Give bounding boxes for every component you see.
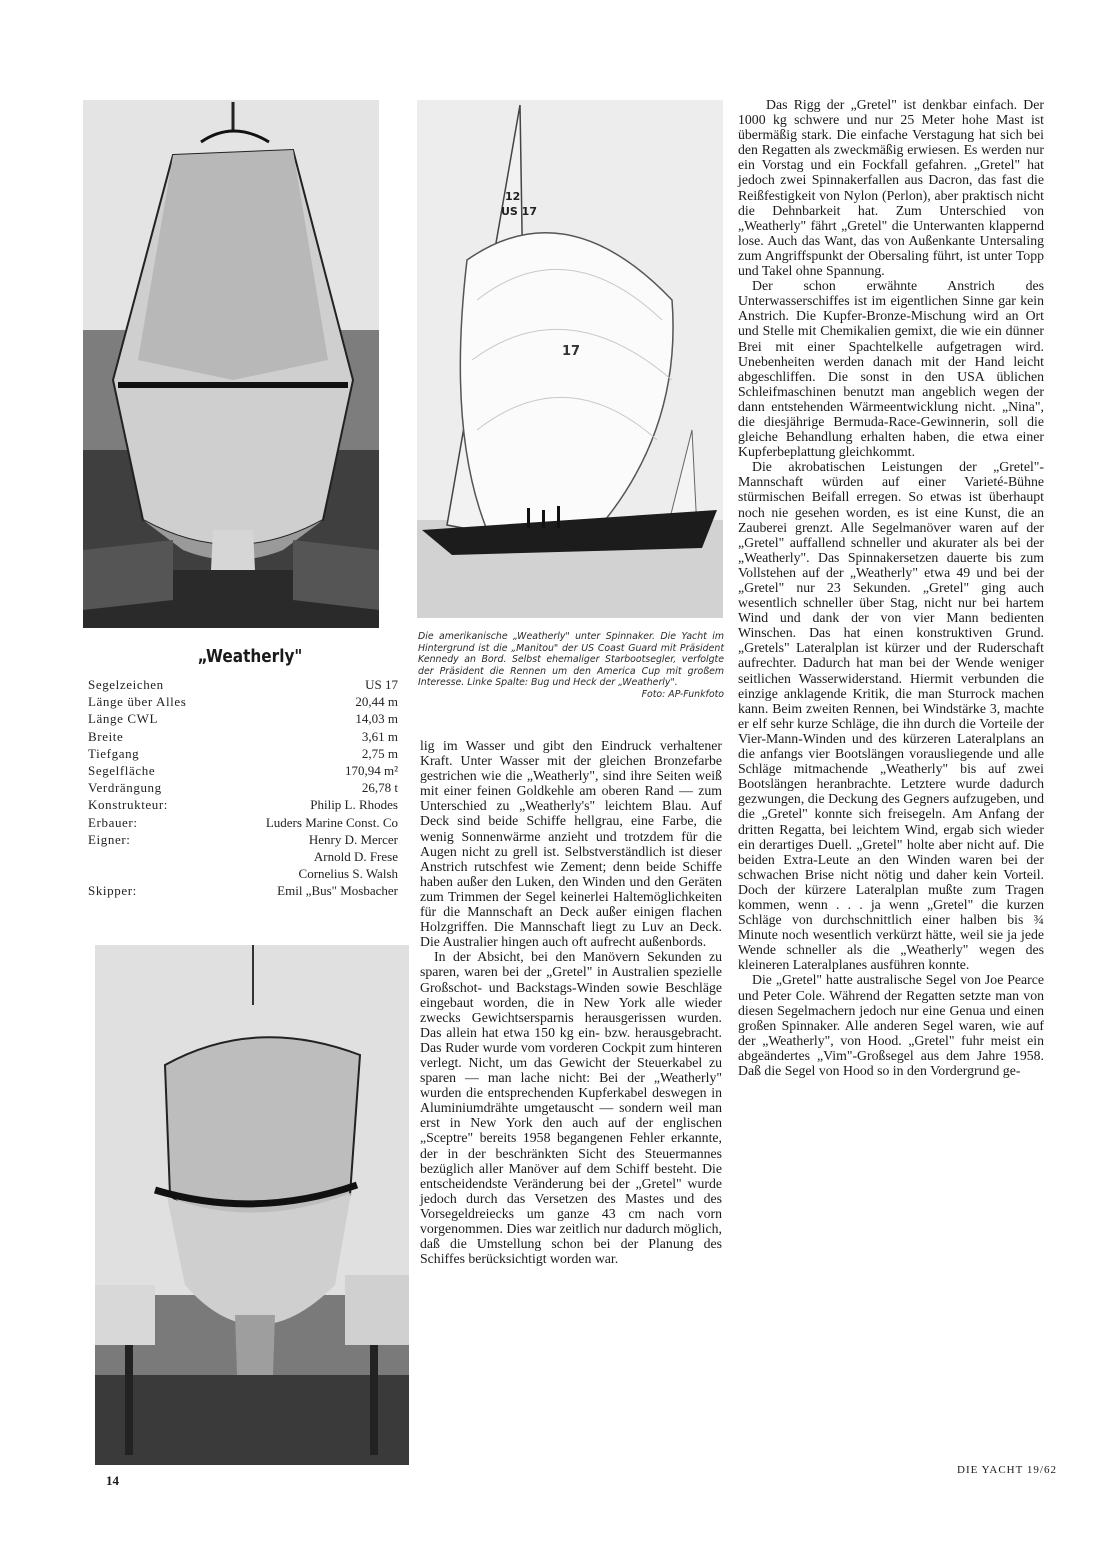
boat-name-heading: „Weatherly" — [197, 646, 303, 667]
spec-row — [88, 796, 398, 813]
spec-value: Philip L. Rhodes — [310, 797, 398, 813]
spec-value: Arnold D. Frese — [313, 849, 398, 865]
spec-value: Cornelius S. Walsh — [298, 866, 398, 882]
spec-value: Henry D. Mercer — [308, 831, 398, 847]
spec-row — [88, 814, 398, 831]
spec-row — [88, 762, 398, 779]
paragraph: Das Rigg der „Gretel" ist denkbar einfach. Der 1000 kg schwere und nur 25 Meter hohe Mast ist übermäßig stark. Die einfache Verstagung hat sich bei den Regatten als zweckmäßig erwiesen. Es werden nur ein Vorstag und ein Fockfall gefahren. „Gretel" hat jedoch zwei Spinnakerfallen aus Dacron, das fast die Reißfestigkeit von Nylon (Perlon), aber praktisch nicht die Dehnbarkeit hat. Zum Unterschied von „Weatherly" fährt „Gretel" die Unterwanten klappernd lose. Auch das Want, das von Außenkante Untersaling zum Angriffspunkt der Obersaling führt, ist unter Topp und Takel ohne Spannung. — [738, 97, 1044, 279]
spec-label: Konstrukteur: — [88, 797, 169, 813]
spec-label: Skipper: — [88, 883, 137, 899]
photo-weatherly-spinnaker — [417, 100, 723, 618]
spec-value: US 17 — [365, 677, 398, 692]
article-column-right — [738, 97, 1044, 1078]
spec-row — [88, 693, 398, 710]
sail-mark-12: 12 — [505, 190, 521, 203]
spec-value: Emil „Bus" Mosbacher — [277, 883, 398, 899]
paragraph: Die „Gretel" hatte australische Segel von Joe Pearce und Peter Cole. Während der Regatten setzte man von diesen Segelmachern jedoch nur eine Genua und einen großen Spinnaker. Alle anderen Segel waren, wie auf der „Weatherly", von Hood. „Gretel" fuhr meist ein abgeändertes „Vim"-Großsegel aus dem Jahre 1958. Daß die Segel von Hood so in den Vordergrund ge- — [738, 972, 1044, 1078]
spec-row — [88, 882, 398, 899]
spec-row — [88, 848, 398, 865]
spec-label: Segelzeichen — [88, 677, 164, 692]
spec-row — [88, 745, 398, 762]
spec-value: 26,78 t — [361, 780, 398, 796]
spinnaker-number: 17 — [562, 344, 581, 359]
spec-label: Tiefgang — [88, 745, 140, 761]
spec-row — [88, 710, 398, 727]
paragraph: Der schon erwähnte Anstrich des Unterwasserschiffes ist im eigentlichen Sinne gar kein Anstrich. Die Kupfer-Bronze-Mischung wird an Ort und Stelle mit Chemikalien gemixt, die wie ein dünner Brei mit einer Spachtelkelle aufgetragen wird. Unebenheiten werden danach mit der Hand leicht abgeschliffen. Die sonst in den USA üblichen Schleifmaschinen benutzt man angeblich wegen der dann entstehenden Wärmeentwicklung nicht. „Nina", die diesjährige Bermuda-Race-Gewinnerin, soll die gleiche Behandlung erhalten haben, die etwa einer Kupferbeplattung gleichkommt. — [738, 278, 1044, 460]
spec-label: Länge über Alles — [88, 694, 187, 710]
photo-credit: Foto: AP-Funkfoto — [641, 688, 724, 700]
spec-label: Verdrängung — [88, 780, 162, 796]
spec-row — [88, 831, 398, 848]
specs-table — [88, 676, 398, 900]
paragraph: lig im Wasser und gibt den Eindruck verhaltener Kraft. Unter Wasser mit der gleichen Bronzefarbe gestrichen wie die „Weatherly", sind ihre Seiten weiß mit einer feinen Goldkehle am oberen Rand — zum Unterschied zu „Weatherly's" leichtem Blau. Auf Deck sind beide Schiffe hellgrau, eine Farbe, die wenig Sonnenwärme anzieht und trotzdem für die Augen nicht zu grell ist. Selbstverständlich ist dieser Anstrich rutschfest wie Zement; denn beide Schiffe haben außer den Luken, den Winden und den Geräten zum Trimmen der Segel keinerlei Haltemöglichkeiten für die Mannschaft an Deck außer einigen flachen Holzgriffen. Die Mannschaft liegt zu Luv an Deck. Die Australier hingen auch oft aufrecht außenbords. — [420, 738, 722, 950]
caption-text: Die amerikanische „Weatherly" unter Spinnaker. Die Yacht im Hintergrund ist die „Manitou" der US Coast Guard mit Präsident Kennedy an Bord. Selbst ehemaliger Starbootsegler, verfolgte der Präsident die Rennen um den America Cup mit großem Interesse. Linke Spalte: Bug und Heck der „Weatherly". — [418, 631, 724, 689]
spec-value: 14,03 m — [355, 711, 398, 727]
spec-row — [88, 779, 398, 796]
spec-value: 20,44 m — [355, 694, 398, 710]
hull-bow-image — [95, 945, 409, 1465]
article-column-middle — [420, 738, 722, 1266]
spec-row — [88, 676, 398, 693]
spec-label: Erbauer: — [88, 814, 138, 830]
spec-label: Eigner: — [88, 831, 131, 847]
spec-value: 2,75 m — [361, 745, 398, 761]
photo-weatherly-bow — [95, 945, 409, 1465]
page-number: 14 — [106, 1473, 119, 1488]
photo-caption — [418, 631, 724, 701]
journal-footer: DIE YACHT 19/62 — [957, 1464, 1057, 1476]
spec-value: 3,61 m — [361, 728, 398, 744]
spec-label: Segelfläche — [88, 763, 156, 779]
hull-stern-image — [83, 100, 379, 628]
spec-label: Länge CWL — [88, 711, 159, 727]
spinnaker-image — [417, 100, 723, 618]
spec-value: Luders Marine Const. Co — [265, 814, 398, 830]
spec-value: 170,94 m² — [344, 763, 398, 779]
paragraph: Die akrobatischen Leistungen der „Gretel"-Mannschaft würden auf einer Varieté-Bühne stürmischen Beifall erregen. So etwas ist überhaupt noch nie gesehen worden, es ist eine Kunst, die an Zauberei grenzt. Alle Segelmanöver waren auf der „Gretel" auffallend schneller und akurater als bei der „Weatherly". Das Spinnakersetzen dauerte bis zum Vollstehen auf der „Weatherly" etwa 49 und bei der „Gretel" nur 23 Sekunden. „Gretel" ging auch wesentlich schneller über Stag, nicht nur bei hartem Wind und dank der von vier Mann bedienten Winschen. Das hat einen konstruktiven Grund. „Gretels" Lateralplan ist kürzer und der Ruderschaft aufrechter. Dadurch hat man bei der Wende weniger seitlichen Wasserwiderstand. Hiermit verbunden die einzige anklagende Kritik, die man Sturrock machen kann. Beim zweiten Rennen, bei Windstärke 3, machte er elf sehr kurze Schläge, die ihn durch die Vorteile der Vier-Mann-Winden und des kürzeren Lateralplans an die anfangs vier Bootslängen vorausliegende und alle Schläge mitmachende „Weatherly" bis auf zwei Bootslängen heranbrachte. Letztere wurde dadurch gezwungen, die Deckung des Gegners aufzugeben, und die „Gretel" konnte sich freisegeln. Am Anfang der dritten Regatta, bei leichtem Wind, ergab sich wieder ein derartiges Duell. „Gretel" holte aber nicht auf. Die beiden Extra-Leute an den Winden waren bei der schwachen Brise nicht nötig und daher kein Vorteil. Doch der kürzere Lateralplan mußte zum Tragen kommen, wenn . . . ja wenn „Gretel" die kurzen Schläge von durchschnittlich einer halben bis ¾ Minute noch wesentlich verkürzt hätte, weil sie ja jede Wende schneller als die „Weatherly" wegen des kleineren Lateralplanes ausführen konnte. — [738, 459, 1044, 973]
spec-label: Breite — [88, 728, 124, 744]
sail-mark-us17: US 17 — [501, 205, 537, 218]
spec-row — [88, 728, 398, 745]
photo-weatherly-stern — [83, 100, 379, 628]
spec-row — [88, 865, 398, 882]
paragraph: In der Absicht, bei den Manövern Sekunden zu sparen, waren bei der „Gretel" in Australien spezielle Großschot- und Backstags-Winden sowie Beschläge eingebaut worden, die in New York alle wieder zwecks Gewichtsersparnis herausgerissen wurden. Das allein hat etwa 150 kg ein- bzw. herausgebracht. Das Ruder wurde vom vorderen Cockpit zum hinteren verlegt. Nicht, um das Gewicht der Steuerkabel zu sparen — man lache nicht: Bei der „Weatherly" wurden die entsprechenden Kupferkabel deswegen in Aluminiumdrähte umgetauscht — sondern weil man erst in New York den auch auf der englischen „Sceptre" bereits 1958 begangenen Fehler erkannte, der in der beschränkten Sicht des Steuermannes bezüglich aller Manöver auf dem Schiff besteht. Die entscheidendste Veränderung bei der „Gretel" wurde jedoch durch das Versetzen des Mastes und des Vorsegeldreiecks um ganze 43 cm nach vorn vorgenommen. Dies war zeitlich nur dadurch möglich, daß die Umstellung schon bei der Planung des Schiffes berücksichtigt worden war. — [420, 949, 722, 1267]
